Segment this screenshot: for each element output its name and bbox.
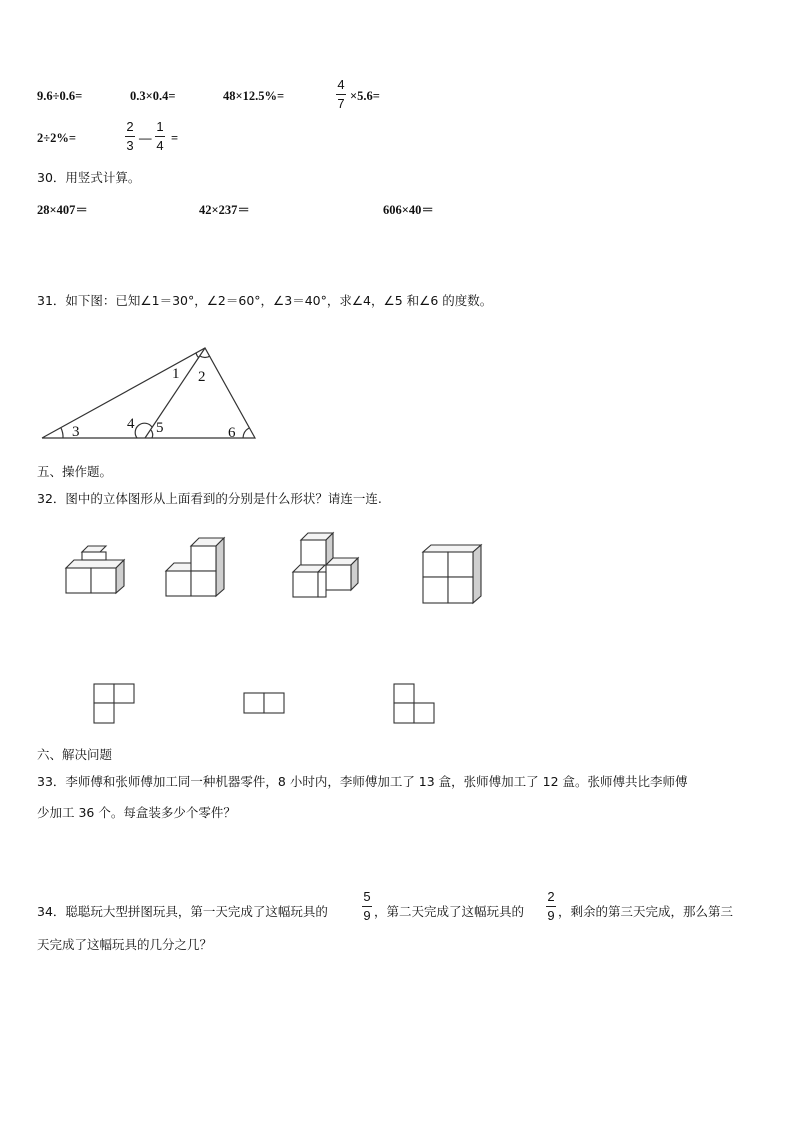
- top-view-2-square: [264, 693, 284, 713]
- calc-item-2: 0.3×0.4=: [130, 89, 176, 103]
- fraction-denominator: 7: [337, 96, 345, 111]
- fraction-numerator: 2: [126, 119, 134, 134]
- fraction-bar: [546, 906, 556, 907]
- fraction-denominator: 9: [363, 908, 371, 923]
- angle-label-4: 4: [127, 416, 135, 432]
- section-5-heading: 五、操作题。: [37, 464, 113, 479]
- fraction-numerator: 1: [156, 119, 164, 134]
- q30-item-3: 606×40＝: [383, 203, 434, 217]
- minus-sign: —: [139, 131, 152, 145]
- q34-part-3: ，剩余的第三天完成，那么第三: [558, 904, 734, 919]
- angle-label-5: 5: [156, 420, 164, 436]
- top-view-1-square: [94, 703, 114, 723]
- q32-text: 32．图中的立体图形从上面看到的分别是什么形状？请连一连.: [37, 491, 382, 506]
- calc-item-1: 9.6÷0.6=: [37, 89, 83, 103]
- calc-item-3: 48×12.5%=: [223, 89, 285, 103]
- q31-text: 31．如下图：已知∠1＝30°，∠2＝60°，∠3＝40°，求∠4，∠5 和∠6 的度数。: [37, 293, 493, 308]
- top-view-1-square: [94, 684, 114, 703]
- fraction-denominator: 3: [126, 138, 134, 153]
- calc-item-4-tail: ×5.6=: [350, 89, 380, 103]
- angle-label-3: 3: [72, 424, 80, 440]
- q30-title: 30．用竖式计算。: [37, 170, 141, 185]
- fraction-numerator: 4: [337, 77, 345, 92]
- top-view-2-square: [244, 693, 264, 713]
- fraction-denominator: 4: [156, 138, 164, 153]
- fraction-bar: [362, 906, 372, 907]
- angle-label-2: 2: [198, 369, 206, 385]
- top-view-3-square: [394, 684, 414, 703]
- fraction-numerator: 2: [547, 889, 555, 904]
- fraction-numerator: 5: [363, 889, 371, 904]
- q33-line-2: 少加工 36 个。每盒装多少个零件？: [37, 805, 236, 820]
- equals-sign: =: [171, 131, 179, 145]
- angle-label-1: 1: [172, 366, 180, 382]
- fraction-denominator: 9: [547, 908, 555, 923]
- calc-item-5: 2÷2%=: [37, 131, 76, 145]
- q34-part-1: 34．聪聪玩大型拼图玩具，第一天完成了这幅玩具的: [37, 904, 328, 919]
- top-view-1-square: [114, 684, 134, 703]
- angle-label-6: 6: [228, 425, 236, 441]
- q34-part-2: ，第二天完成了这幅玩具的: [374, 904, 525, 919]
- top-view-3-square: [414, 703, 434, 723]
- q34-line-2: 天完成了这幅玩具的几分之几？: [37, 937, 213, 952]
- q30-item-1: 28×407＝: [37, 203, 88, 217]
- section-6-heading: 六、解决问题: [37, 747, 113, 762]
- top-view-3-square: [394, 703, 414, 723]
- q30-item-2: 42×237＝: [199, 203, 250, 217]
- fraction-5-9: [362, 890, 372, 922]
- fraction-2-9: [546, 890, 556, 922]
- q33-line-1: 33．李师傅和张师傅加工同一种机器零件，8 小时内，李师傅加工了 13 盒，张师傅加工了 12 盒。张师傅共比李师傅: [37, 774, 688, 789]
